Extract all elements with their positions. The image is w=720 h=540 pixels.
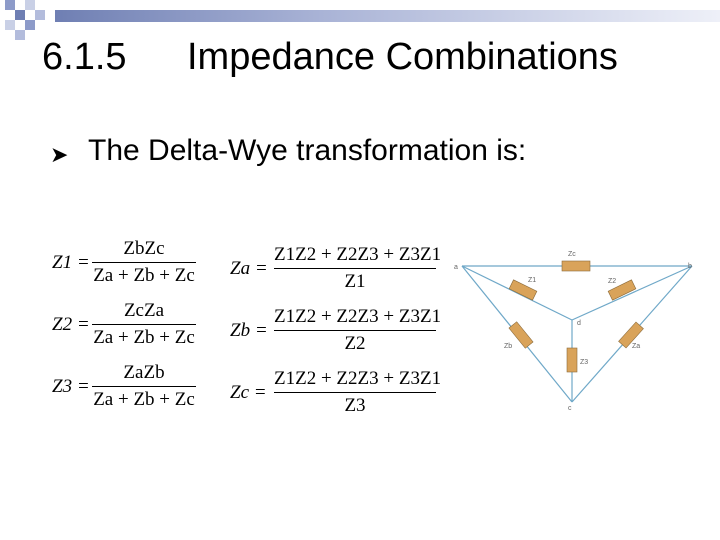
label-zb: Zb bbox=[504, 343, 513, 350]
title-gradient-bar bbox=[55, 10, 720, 22]
bullet-text: The Delta-Wye transformation is: bbox=[88, 134, 527, 167]
wye-arm-1 bbox=[462, 266, 572, 320]
equation-numerator: Z1Z2 + Z2Z3 + Z3Z1 bbox=[274, 306, 442, 327]
resistor-zc bbox=[562, 261, 590, 271]
corner-checker-decoration bbox=[0, 0, 60, 40]
equation-denominator: Z2 bbox=[344, 333, 366, 354]
equation-denominator: Z3 bbox=[344, 395, 366, 416]
equation-lhs: Zb = bbox=[230, 320, 268, 341]
slide-title: Impedance Combinations bbox=[187, 36, 618, 78]
equation-numerator: Z1Z2 + Z2Z3 + Z3Z1 bbox=[274, 368, 442, 389]
node-label-b: b bbox=[688, 263, 692, 270]
label-z1: Z1 bbox=[528, 277, 537, 284]
equation-lhs: Zc = bbox=[230, 382, 267, 403]
equation-lhs: Z2 = bbox=[52, 314, 90, 335]
resistor-zb bbox=[509, 322, 533, 348]
equation-lhs: Z1 = bbox=[52, 252, 90, 273]
arrow-bullet-icon: ➤ bbox=[50, 142, 69, 167]
label-z3: Z3 bbox=[580, 359, 589, 366]
equation-denominator: Za + Zb + Zc bbox=[93, 265, 195, 286]
equation-denominator: Za + Zb + Zc bbox=[93, 389, 195, 410]
node-label-c: c bbox=[568, 405, 572, 412]
equation-denominator: Za + Zb + Zc bbox=[93, 327, 195, 348]
wye-arm-2 bbox=[572, 266, 692, 320]
equation-lhs: Z3 = bbox=[52, 376, 90, 397]
equation-denominator: Z1 bbox=[344, 271, 366, 292]
equation-numerator: ZbZc bbox=[123, 238, 165, 259]
delta-wye-diagram bbox=[452, 242, 704, 414]
resistor-z3 bbox=[567, 348, 577, 372]
node-label-d: d bbox=[577, 320, 581, 327]
label-za: Za bbox=[632, 343, 641, 350]
label-z2: Z2 bbox=[608, 278, 617, 285]
equation-numerator: ZcZa bbox=[123, 300, 165, 321]
equation-lhs: Za = bbox=[230, 258, 268, 279]
node-label-a: a bbox=[454, 264, 458, 271]
section-number: 6.1.5 bbox=[42, 36, 127, 78]
label-zc: Zc bbox=[568, 251, 576, 258]
equation-numerator: Z1Z2 + Z2Z3 + Z3Z1 bbox=[274, 244, 442, 265]
equation-numerator: ZaZb bbox=[123, 362, 165, 383]
